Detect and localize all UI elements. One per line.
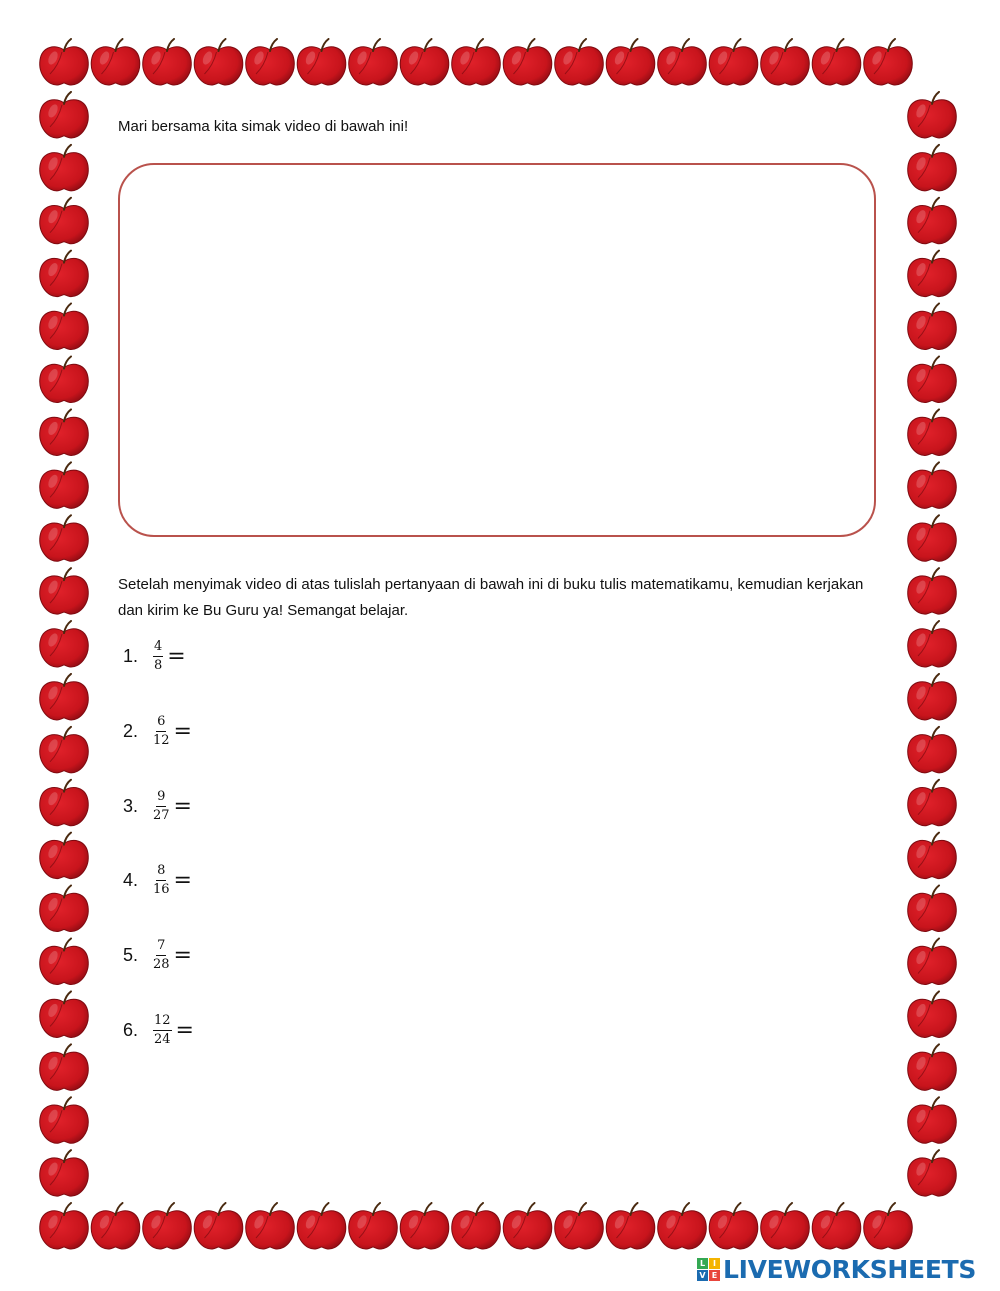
- apple-icon: [40, 409, 89, 455]
- fraction: [153, 790, 170, 823]
- apple-icon: [40, 1097, 89, 1143]
- apple-icon: [908, 886, 957, 932]
- apple-icon: [709, 39, 758, 85]
- apple-icon: [761, 1203, 810, 1249]
- apple-icon: [606, 39, 655, 85]
- apple-icon: [658, 39, 707, 85]
- apple-icon: [297, 1203, 346, 1249]
- logo-letter-v: V: [697, 1270, 708, 1281]
- equals-sign: =: [173, 719, 192, 744]
- problem-item: [123, 864, 192, 897]
- apple-icon: [40, 991, 89, 1037]
- apple-icon: [40, 780, 89, 826]
- apple-icon: [40, 304, 89, 350]
- equals-sign: =: [173, 943, 192, 968]
- apple-icon: [503, 39, 552, 85]
- problem-item: [123, 790, 192, 823]
- problem-number: 5.: [123, 945, 139, 965]
- apple-icon: [40, 1044, 89, 1090]
- apple-icon: [908, 198, 957, 244]
- apple-icon: [812, 39, 861, 85]
- apple-icon: [908, 833, 957, 879]
- denominator: 12: [153, 733, 170, 748]
- apple-icon: [40, 939, 89, 985]
- apple-icon: [761, 39, 810, 85]
- apple-icon: [864, 1203, 913, 1249]
- apple-icon: [40, 886, 89, 932]
- apple-icon: [908, 1097, 957, 1143]
- apple-icon: [908, 674, 957, 720]
- apple-icon: [908, 462, 957, 508]
- equals-sign: =: [167, 644, 186, 669]
- numerator: 6: [156, 715, 166, 732]
- intro-text: Mari bersama kita simak video di bawah ini!: [118, 118, 409, 135]
- apple-icon: [908, 145, 957, 191]
- problem-item: [123, 715, 192, 748]
- live-logo-icon: [697, 1258, 720, 1281]
- apple-icon: [908, 1044, 957, 1090]
- numerator: 9: [156, 790, 166, 807]
- apple-icon: [40, 357, 89, 403]
- logo-text: LIVEWORKSHEETS: [723, 1255, 977, 1284]
- apple-icon: [658, 1203, 707, 1249]
- fraction: [153, 864, 170, 897]
- apple-icon: [908, 409, 957, 455]
- denominator: 8: [154, 658, 163, 673]
- numerator: 8: [156, 864, 166, 881]
- apple-icon: [908, 780, 957, 826]
- apple-icon: [40, 251, 89, 297]
- apple-icon: [908, 939, 957, 985]
- apple-icon: [40, 727, 89, 773]
- fraction: [153, 715, 170, 748]
- apple-icon: [606, 1203, 655, 1249]
- liveworksheets-logo[interactable]: [697, 1255, 976, 1284]
- apple-icon: [40, 92, 89, 138]
- denominator: 24: [154, 1032, 171, 1047]
- apple-icon: [400, 39, 449, 85]
- apple-icon: [400, 1203, 449, 1249]
- fraction: [153, 1014, 172, 1047]
- numerator: 7: [156, 939, 166, 956]
- apple-icon: [452, 39, 501, 85]
- apple-icon: [40, 568, 89, 614]
- problem-item: [123, 939, 192, 972]
- problem-number: 4.: [123, 870, 139, 890]
- equals-sign: =: [173, 794, 192, 819]
- problem-number: 2.: [123, 721, 139, 741]
- apple-icon: [40, 1203, 89, 1249]
- apple-icon: [908, 991, 957, 1037]
- apple-icon: [908, 727, 957, 773]
- problem-item: [123, 640, 186, 673]
- apple-icon: [143, 39, 192, 85]
- denominator: 16: [153, 882, 170, 897]
- fraction: [153, 939, 170, 972]
- problem-item: [123, 1014, 194, 1047]
- apple-icon: [908, 621, 957, 667]
- logo-letter-e: E: [709, 1270, 720, 1281]
- apple-icon: [297, 39, 346, 85]
- apple-icon: [812, 1203, 861, 1249]
- apple-icon: [40, 833, 89, 879]
- apple-icon: [503, 1203, 552, 1249]
- apple-icon: [143, 1203, 192, 1249]
- apple-icon: [40, 462, 89, 508]
- instruction-text: Setelah menyimak video di atas tulislah pertanyaan di bawah ini di buku tulis matematikamu, kemudian kerjakan dan kirim ke Bu Guru ya! Semangat belajar.: [118, 576, 864, 619]
- video-placeholder[interactable]: [118, 163, 876, 537]
- apple-icon: [709, 1203, 758, 1249]
- apple-icon: [40, 145, 89, 191]
- denominator: 27: [153, 808, 170, 823]
- apple-icon: [452, 1203, 501, 1249]
- fraction: [153, 640, 163, 673]
- apple-icon: [908, 568, 957, 614]
- numerator: 4: [153, 640, 163, 657]
- apple-icon: [349, 39, 398, 85]
- apple-icon: [40, 621, 89, 667]
- denominator: 28: [153, 957, 170, 972]
- equals-sign: =: [173, 868, 192, 893]
- apple-icon: [246, 1203, 295, 1249]
- problem-number: 1.: [123, 646, 139, 666]
- apple-icon: [349, 1203, 398, 1249]
- logo-letter-i: I: [709, 1258, 720, 1269]
- logo-letter-l: L: [697, 1258, 708, 1269]
- apple-icon: [908, 251, 957, 297]
- apple-icon: [40, 39, 89, 85]
- apple-icon: [91, 1203, 140, 1249]
- problem-number: 6.: [123, 1020, 139, 1040]
- equals-sign: =: [175, 1018, 194, 1043]
- apple-icon: [40, 1150, 89, 1196]
- apple-icon: [864, 39, 913, 85]
- apple-icon: [908, 357, 957, 403]
- apple-icon: [555, 1203, 604, 1249]
- apple-icon: [555, 39, 604, 85]
- apple-icon: [40, 674, 89, 720]
- problem-number: 3.: [123, 796, 139, 816]
- apple-icon: [908, 515, 957, 561]
- apple-icon: [91, 39, 140, 85]
- apple-icon: [194, 1203, 243, 1249]
- numerator: 12: [153, 1014, 172, 1031]
- apple-icon: [908, 1150, 957, 1196]
- apple-icon: [246, 39, 295, 85]
- apple-icon: [40, 515, 89, 561]
- apple-icon: [194, 39, 243, 85]
- apple-icon: [908, 304, 957, 350]
- apple-icon: [908, 92, 957, 138]
- apple-icon: [40, 198, 89, 244]
